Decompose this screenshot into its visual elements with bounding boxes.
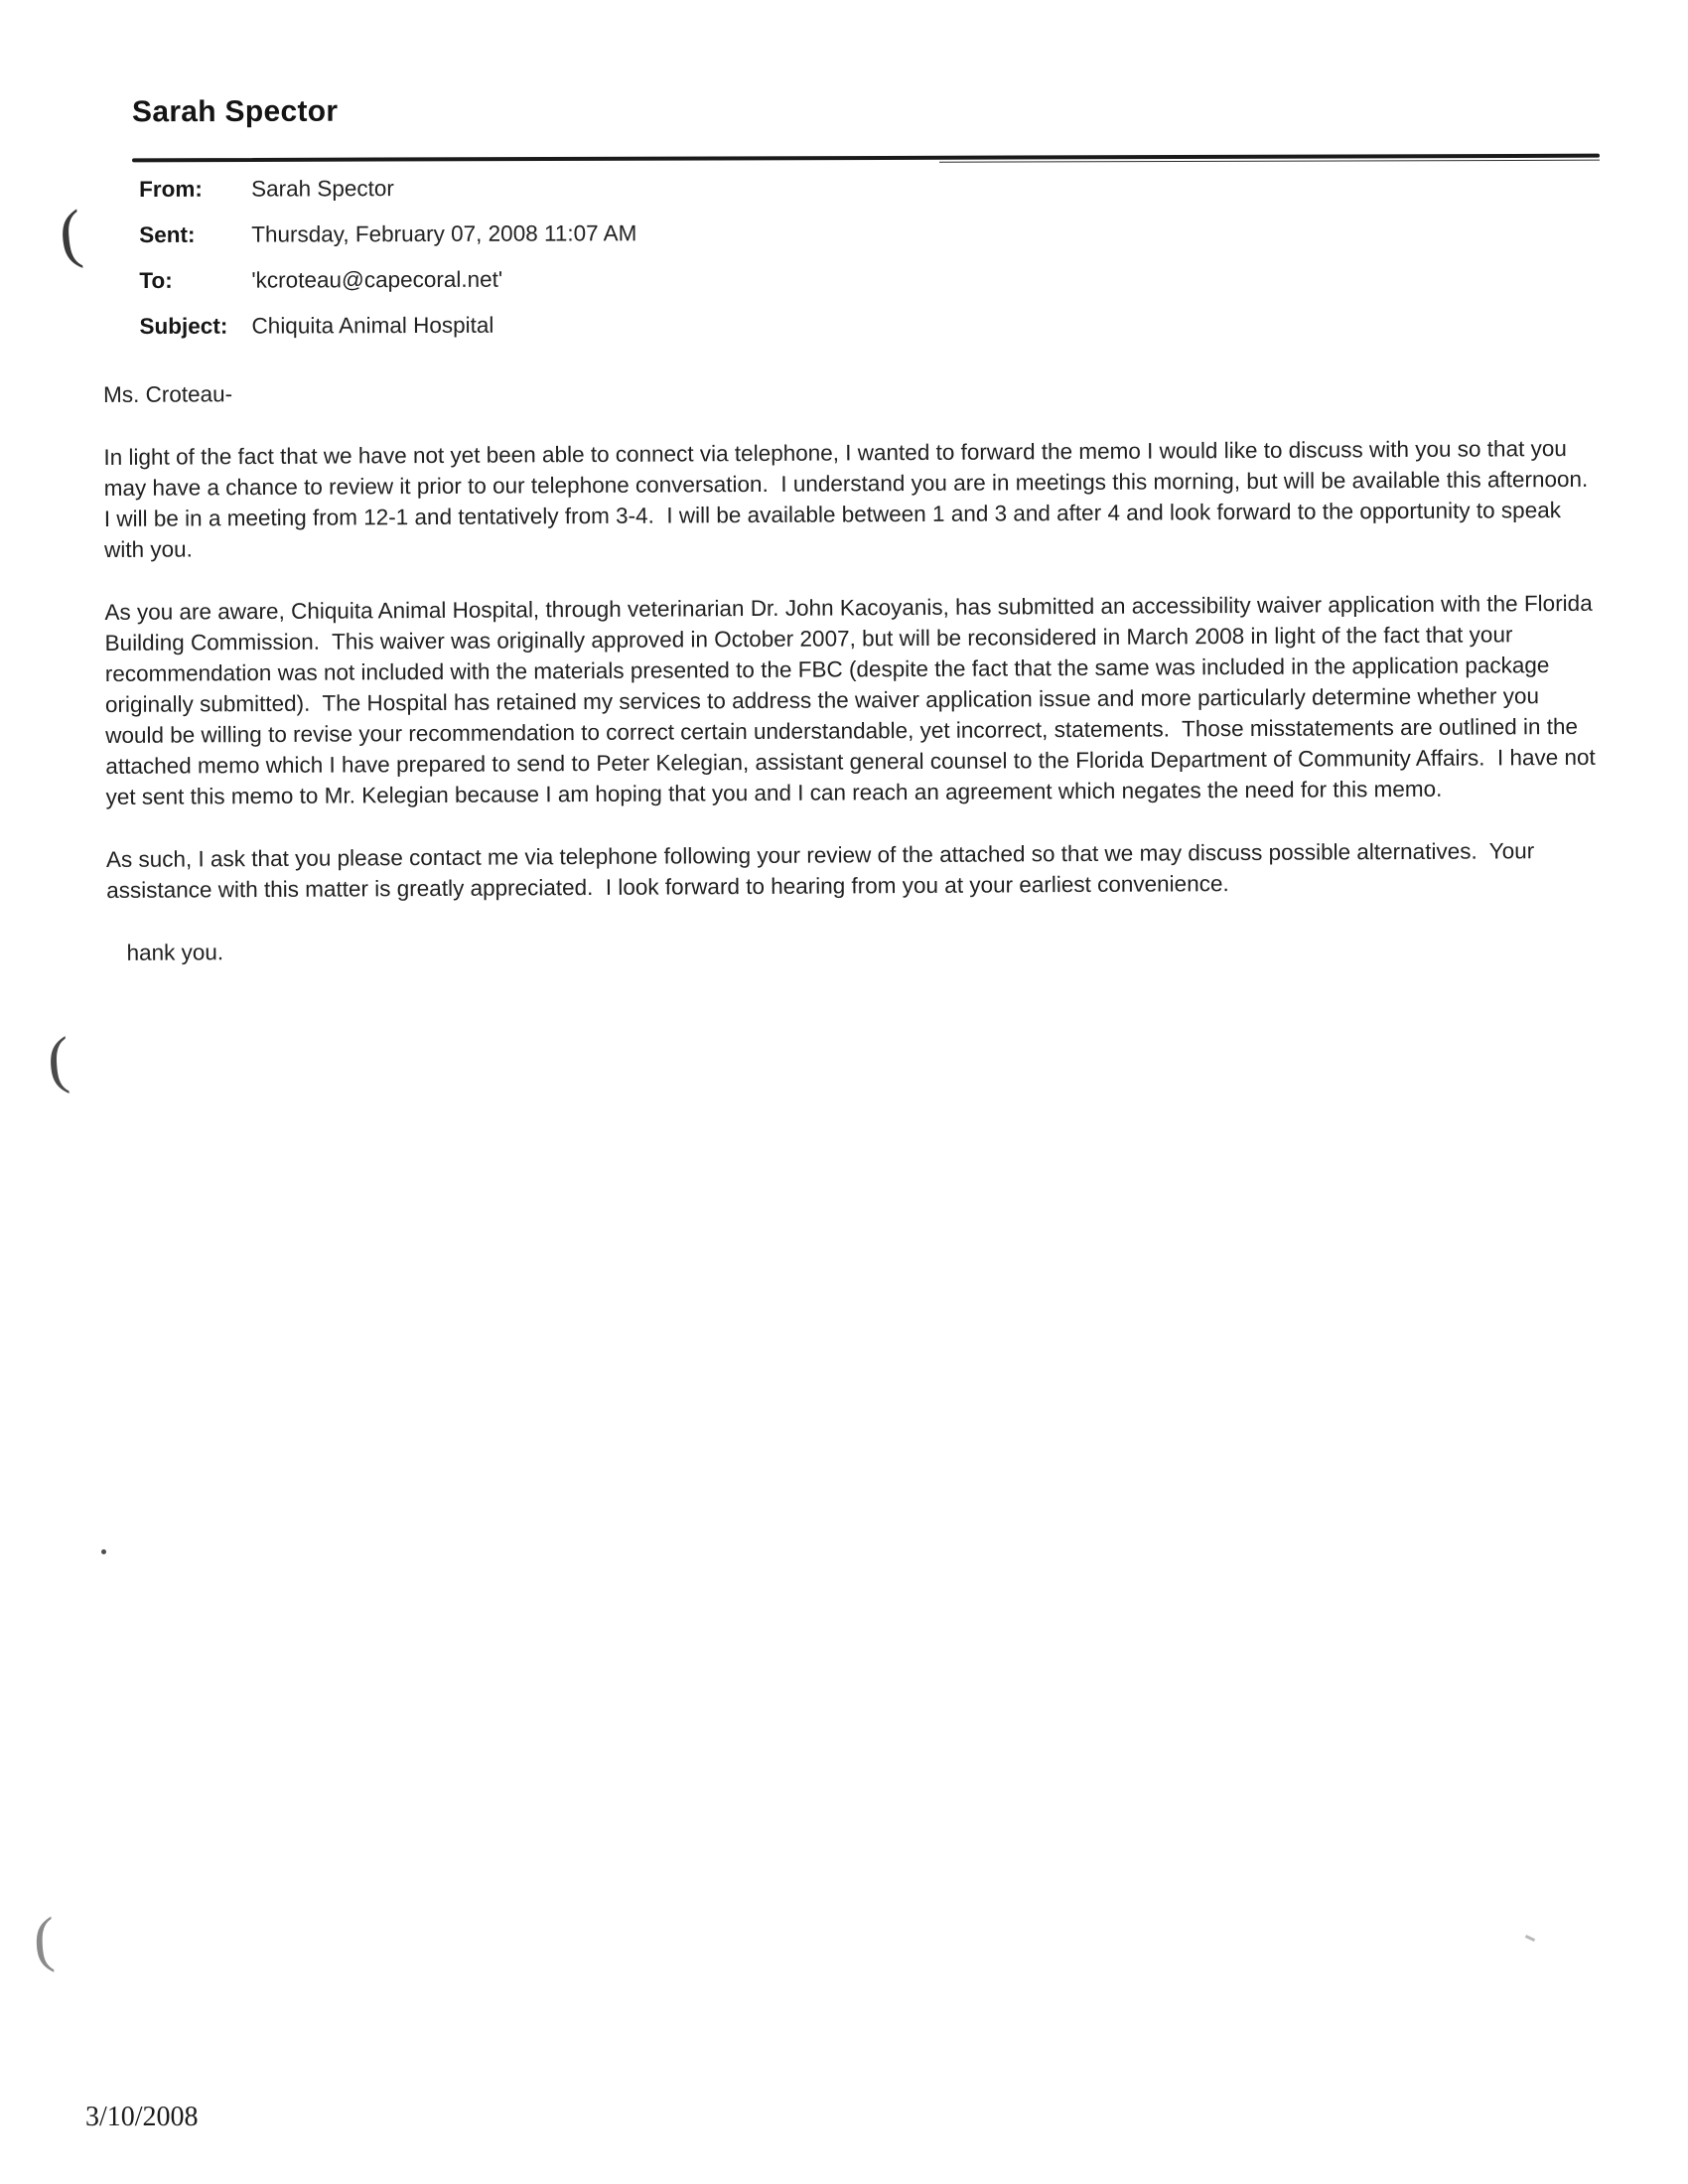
meta-value-subject: Chiquita Animal Hospital [251,312,494,339]
meta-value-from: Sarah Spector [250,176,394,202]
scan-artifact-parenthesis: ( [56,197,85,271]
body-paragraph-3: As such, I ask that you please contact me via telephone following your review of the attached so that we may discuss possible alternatives. Your assistance with this matter is greatly appreciated. I look forward to hearing from you at your earliest convenience. [105,838,1541,903]
meta-label-sent: Sent: [139,221,196,247]
body-paragraph-1: In light of the fact that we have not yet been able to connect via telephone, I wanted to forward the memo I would like to discuss with you so that you may have a chance to review it prior to our telephone conversation. I understand you are in meetings this morning, but will be available this afternoon. I will be in a meeting from 12-1 and tentatively from 3-4. I will be available between 1 and 3 and after 4 and look forward to the opportunity to speak with you. [103,435,1601,562]
meta-value-sent: Thursday, February 07, 2008 11:07 AM [251,220,637,247]
meta-label-to: To: [139,267,173,293]
salutation: Ms. Croteau- [103,381,233,407]
meta-row-from [139,173,1231,203]
email-meta-block [139,173,1232,360]
closing-line: hank you. [126,940,224,965]
scan-artifact-mark [1525,1935,1535,1942]
header-divider-rule [132,154,1600,163]
meta-row-subject [139,310,1231,340]
scan-artifact-parenthesis: ( [32,1905,57,1974]
meta-label-subject: Subject: [139,313,228,339]
scan-artifact-dot [101,1549,106,1554]
meta-row-to [139,264,1231,294]
email-body [103,370,1605,968]
email-header-name: Sarah Spector [131,94,339,129]
meta-value-to-address: 'kcroteau@capecoral.net' [251,266,503,293]
scan-artifact-parenthesis: ( [45,1023,71,1095]
meta-label-from: From: [139,176,203,202]
footer-date: 3/10/2008 [85,2102,199,2132]
meta-row-sent [139,218,1231,248]
body-paragraph-2: As you are aware, Chiquita Animal Hospital, through veterinarian Dr. John Kacoyanis, has submitted an accessibility waiver application with the Florida Building Commission. This waiver was originally approved in October 2007, but will be reconsidered in March 2008 in light of the fact that your recommendation was not included with the materials presented to the FBC (despite the fact that the same was included in the application package originally submitted). The Hospital has retained my services to address the waiver application issue and more particularly determine whether you would be willing to revise your recommendation to correct certain understandable, yet incorrect, statements. Those misstatements are outlined in the attached memo which I have prepared to send to Peter Kelegian, assistant general counsel to the Florida Department of Community Affairs. I have not yet sent this memo to Mr. Kelegian because I am hoping that you and I can reach an agreement which negates the need for this memo. [104,590,1603,809]
